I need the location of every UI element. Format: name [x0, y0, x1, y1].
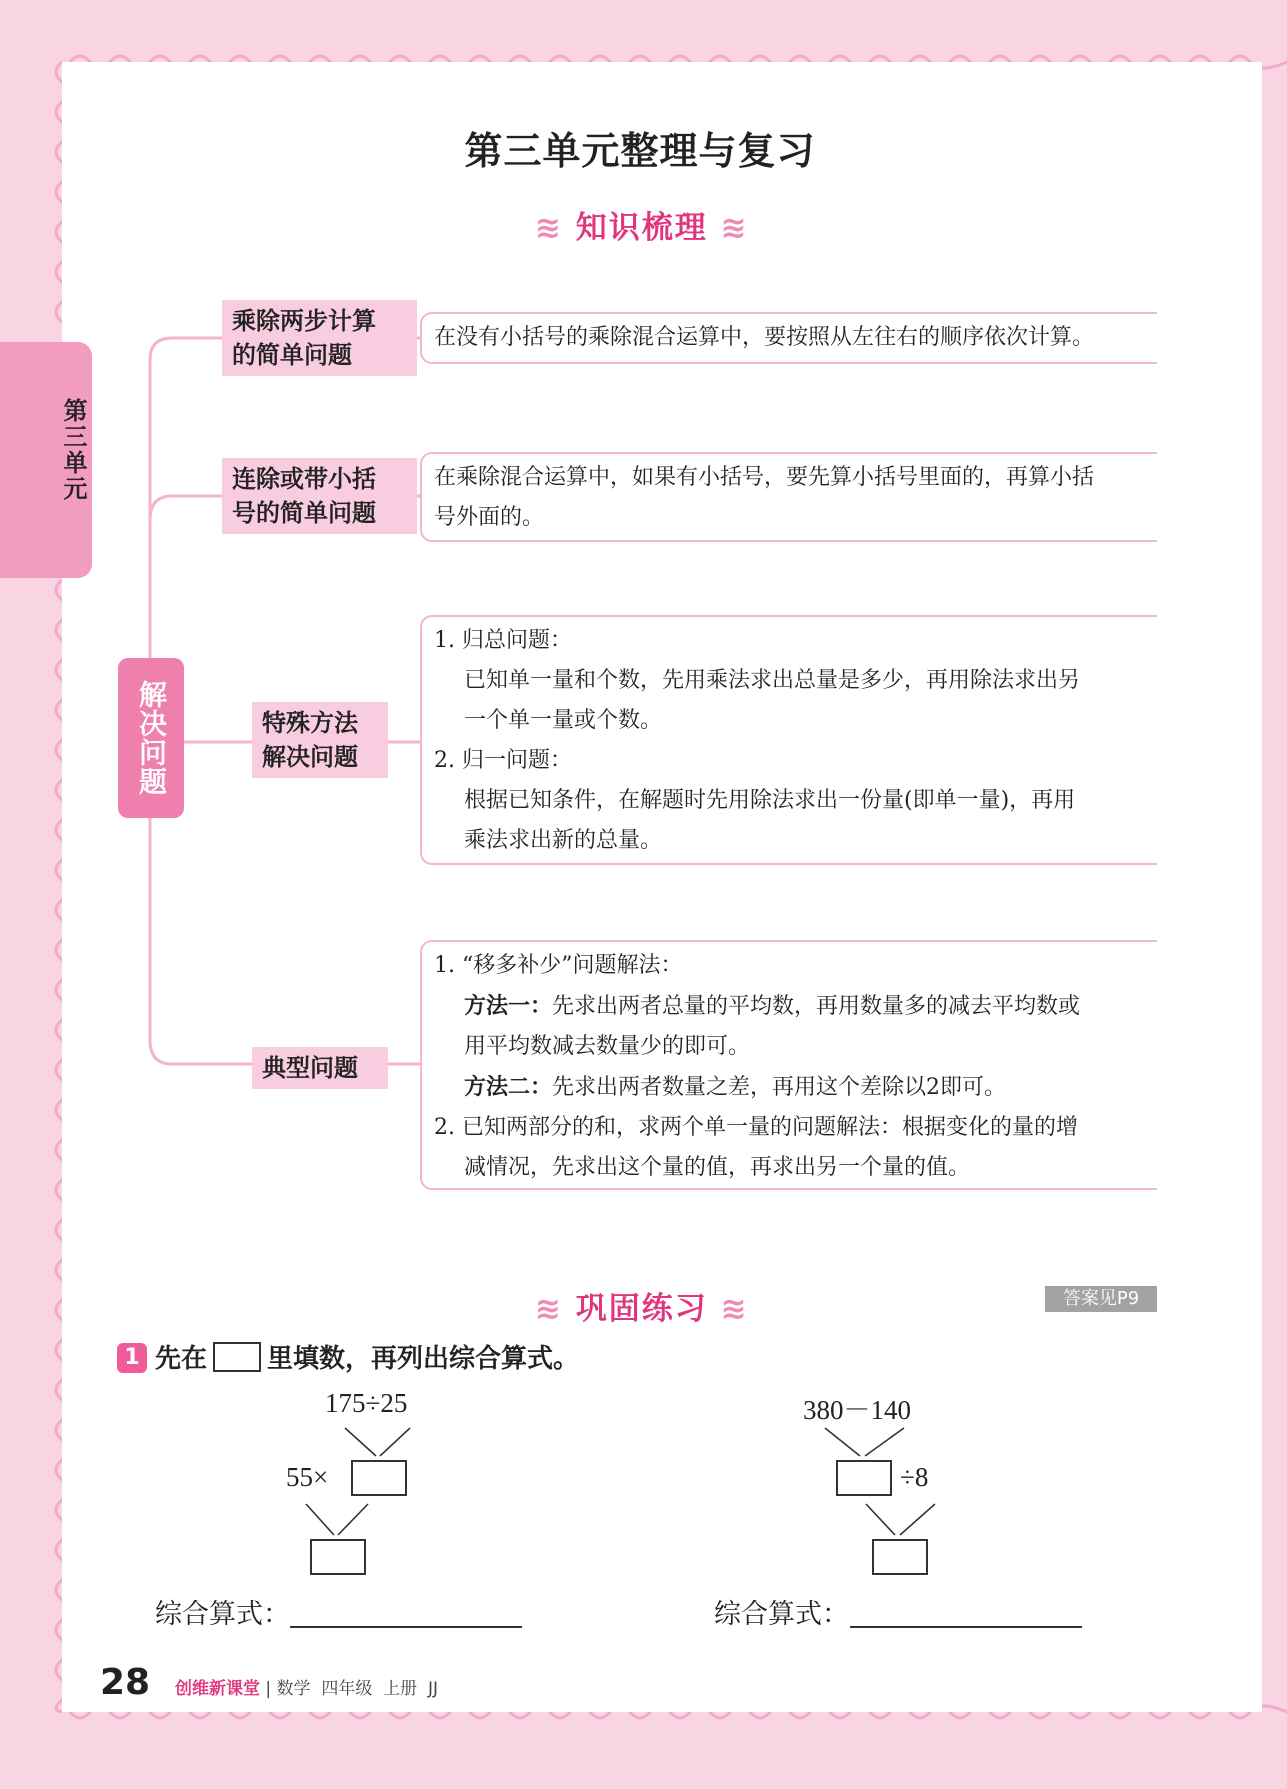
- mindmap-root: 解决问题: [118, 658, 184, 818]
- right-combined-label: 综合算式：: [714, 1599, 849, 1630]
- left-line-d: [338, 1504, 368, 1535]
- wave-left-icon: ≋: [535, 210, 563, 246]
- right-top-expression: 380－140: [803, 1395, 911, 1425]
- left-top-expression: 175÷25: [325, 1388, 408, 1418]
- unit-side-tab-label: 第三单元: [59, 398, 87, 502]
- method-one-line: 方法一：先求出两者总量的平均数，再用数量多的减去平均数或: [464, 993, 1081, 1019]
- question-number-badge: 1: [117, 1343, 147, 1373]
- answer-reference-tag: 答案见P9: [1045, 1286, 1157, 1312]
- footer-info: 创维新课堂 | 数学 四年级 上册 JJ: [175, 1679, 439, 1699]
- section-heading-knowledge: ≋ 知识梳理 ≋: [535, 210, 749, 246]
- left-line-c: [306, 1504, 334, 1535]
- mindmap-box-4: 1. “移多补少”问题解法： 方法一：先求出两者总量的平均数，再用数量多的减去平均数或 用平均数减去数量少的即可。 方法二：先求出两者数量之差，再用这个差除以2即可。 2. 已知两部分的和，求两个单一量的问题解法：根据变化的量的增 减情况，先求出这个量的值，再求出另一个量的值。: [420, 940, 1157, 1190]
- wave-right-icon: ≋: [720, 1291, 749, 1327]
- mindmap-box-3: 1. 归总问题： 已知单一量和个数，先用乘法求出总量是多少，再用除法求出另 一个单一量或个数。 2. 归一问题： 根据已知条件，在解题时先用除法求出一份量(即单一量)，再用 乘法求出新的总量。: [420, 615, 1157, 865]
- right-line-d: [900, 1504, 935, 1535]
- left-combined-label: 综合算式：: [155, 1599, 290, 1630]
- question-prompt: 先在 里填数，再列出综合算式。: [155, 1344, 580, 1374]
- method-two-line: 方法二：先求出两者数量之差，再用这个差除以2即可。: [464, 1074, 1007, 1100]
- mindmap-box-1: 在没有小括号的乘除混合运算中，要按照从左往右的顺序依次计算。: [420, 312, 1157, 364]
- wave-right-icon: ≋: [720, 210, 749, 246]
- left-mid-expression: 55×: [286, 1462, 329, 1492]
- mindmap-topic-2: 连除或带小括 号的简单问题: [222, 458, 417, 534]
- page-number: 28: [100, 1662, 151, 1703]
- mindmap-topic-4: 典型问题: [252, 1047, 388, 1089]
- left-line-a: [345, 1428, 376, 1456]
- right-line-a: [825, 1428, 860, 1456]
- page-title: 第三单元整理与复习: [464, 129, 816, 173]
- right-line-c: [866, 1504, 895, 1535]
- right-line-b: [865, 1428, 904, 1456]
- mindmap-topic-1: 乘除两步计算 的简单问题: [222, 300, 417, 376]
- section-heading-practice: ≋ 巩固练习 ≋: [535, 1291, 749, 1327]
- left-line-b: [380, 1428, 410, 1456]
- mindmap-topic-3: 特殊方法 解决问题: [252, 702, 388, 778]
- right-mid-expression: ÷8: [900, 1462, 929, 1492]
- mindmap-box-2: 在乘除混合运算中，如果有小括号，要先算小括号里面的，再算小括 号外面的。: [420, 452, 1157, 542]
- wave-left-icon: ≋: [535, 1291, 563, 1327]
